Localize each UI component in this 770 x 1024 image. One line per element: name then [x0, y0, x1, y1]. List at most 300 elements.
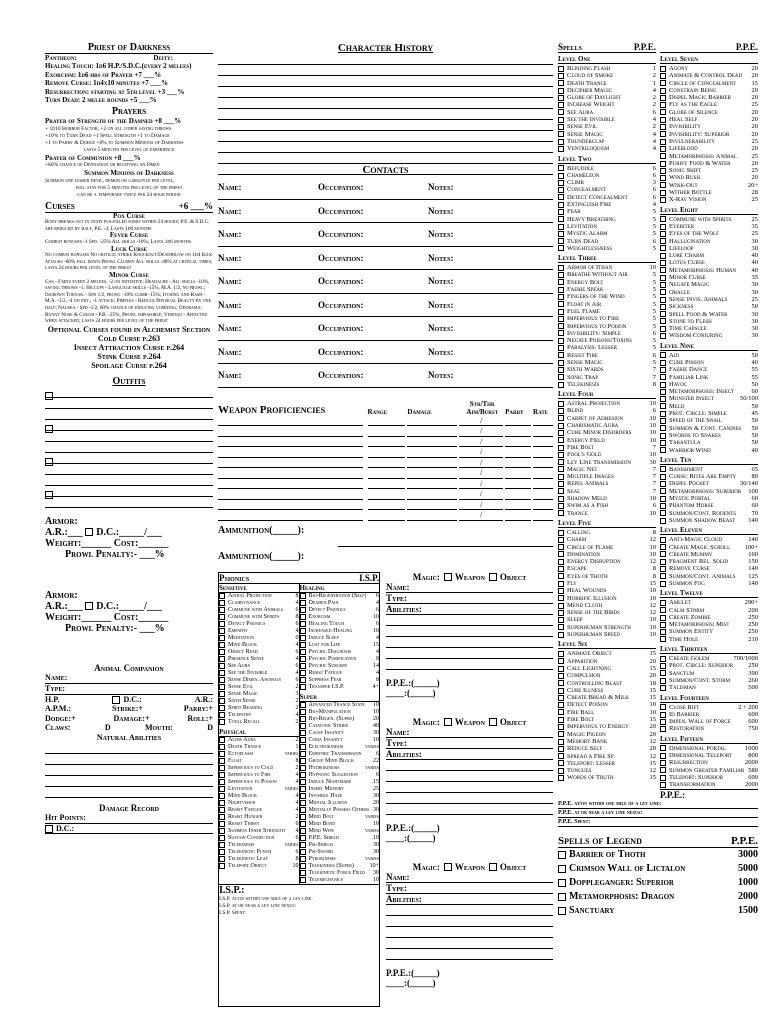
- contact-row[interactable]: [218, 270, 553, 294]
- checkbox-icon[interactable]: [558, 680, 564, 686]
- checkbox-icon[interactable]: [219, 607, 225, 613]
- psionic-power[interactable]: [300, 814, 380, 821]
- checkbox-icon[interactable]: [660, 216, 666, 222]
- spell-row[interactable]: [558, 201, 656, 208]
- checkbox-icon[interactable]: [219, 800, 225, 806]
- legend-spell[interactable]: [558, 862, 758, 876]
- outfit-line[interactable]: [45, 475, 213, 486]
- magic-name[interactable]: Name:: [386, 872, 553, 883]
- checkbox-icon[interactable]: [660, 496, 666, 502]
- legend-spell[interactable]: [558, 876, 758, 890]
- magic-line[interactable]: [386, 804, 553, 815]
- weapon-damage[interactable]: [407, 510, 457, 521]
- psionic-power[interactable]: [219, 751, 299, 758]
- checkbox-icon[interactable]: [219, 772, 225, 778]
- spell-row[interactable]: [660, 153, 758, 160]
- weapon-parry[interactable]: [505, 510, 531, 521]
- object-checkbox[interactable]: [489, 718, 497, 726]
- spell-row[interactable]: [558, 510, 656, 517]
- spell-row[interactable]: [558, 323, 656, 330]
- spell-row[interactable]: [660, 182, 758, 189]
- psionic-power[interactable]: [300, 730, 380, 737]
- checkbox-icon[interactable]: [660, 182, 666, 188]
- checkbox-icon[interactable]: [558, 658, 564, 664]
- spell-row[interactable]: [558, 709, 656, 716]
- checkbox-icon[interactable]: [558, 452, 564, 458]
- checkbox-icon[interactable]: [558, 775, 564, 781]
- checkbox-icon[interactable]: [660, 333, 666, 339]
- magic-line[interactable]: [386, 782, 553, 793]
- spell-row[interactable]: [558, 194, 656, 201]
- spell-row[interactable]: [660, 558, 758, 565]
- outfit-line[interactable]: [45, 442, 213, 453]
- weapon-parry[interactable]: [505, 447, 531, 458]
- weapon-row[interactable]: [218, 437, 553, 448]
- weapon-row[interactable]: [218, 479, 553, 490]
- checkbox-icon[interactable]: [558, 216, 564, 222]
- spell-row[interactable]: [660, 87, 758, 94]
- spell-row[interactable]: [558, 344, 656, 351]
- spell-row[interactable]: [558, 665, 656, 672]
- checkbox-icon[interactable]: [660, 161, 666, 167]
- checkbox-icon[interactable]: [660, 190, 666, 196]
- magic-name[interactable]: Name:: [386, 582, 553, 593]
- spell-row[interactable]: [660, 410, 758, 417]
- weapon-str[interactable]: /: [459, 458, 503, 469]
- psionic-power[interactable]: [300, 870, 380, 877]
- spell-row[interactable]: [660, 189, 758, 196]
- weapon-range[interactable]: [368, 489, 406, 500]
- checkbox-icon[interactable]: [219, 677, 225, 683]
- spell-row[interactable]: [558, 238, 656, 245]
- spell-row[interactable]: [660, 359, 758, 366]
- checkbox-icon[interactable]: [558, 544, 564, 550]
- spell-row[interactable]: [558, 101, 656, 108]
- spell-row[interactable]: [660, 655, 758, 662]
- checkbox-icon[interactable]: [558, 287, 564, 293]
- checkbox-icon[interactable]: [660, 745, 666, 751]
- psionic-power[interactable]: [300, 793, 380, 800]
- spell-row[interactable]: [558, 352, 656, 359]
- spell-row[interactable]: [558, 658, 656, 665]
- checkbox-icon[interactable]: [300, 772, 306, 778]
- checkbox-icon[interactable]: [660, 253, 666, 259]
- spell-row[interactable]: [660, 325, 758, 332]
- checkbox-icon[interactable]: [558, 301, 564, 307]
- checkbox-icon[interactable]: [558, 724, 564, 730]
- checkbox-icon[interactable]: [558, 603, 564, 609]
- checkbox-icon[interactable]: [660, 544, 666, 550]
- checkbox-icon[interactable]: [300, 628, 306, 634]
- weapon-range[interactable]: [368, 479, 406, 490]
- spell-row[interactable]: [660, 510, 758, 517]
- spell-row[interactable]: [660, 684, 758, 691]
- checkbox-icon[interactable]: [558, 194, 564, 200]
- spell-row[interactable]: [558, 631, 656, 638]
- spell-row[interactable]: [558, 279, 656, 286]
- weapon-name[interactable]: [218, 416, 363, 427]
- psionic-power[interactable]: [219, 593, 299, 600]
- spell-row[interactable]: [660, 174, 758, 181]
- checkbox-icon[interactable]: [558, 739, 564, 745]
- checkbox-icon[interactable]: [558, 117, 564, 123]
- spell-row[interactable]: [558, 330, 656, 337]
- checkbox-icon[interactable]: [219, 656, 225, 662]
- spell-row[interactable]: [660, 80, 758, 87]
- spell-row[interactable]: [660, 502, 758, 509]
- checkbox-icon[interactable]: [660, 488, 666, 494]
- weapon-rate[interactable]: [533, 479, 553, 490]
- checkbox-icon[interactable]: [558, 382, 564, 388]
- spell-row[interactable]: [558, 87, 656, 94]
- checkbox-icon[interactable]: [660, 719, 666, 725]
- spell-row[interactable]: [558, 672, 656, 679]
- spell-row[interactable]: [660, 432, 758, 439]
- psionic-power[interactable]: [219, 863, 299, 870]
- magic-abilities[interactable]: Abilities:: [386, 749, 553, 760]
- checkbox-icon[interactable]: [219, 779, 225, 785]
- spell-row[interactable]: [558, 308, 656, 315]
- spell-row[interactable]: [660, 94, 758, 101]
- checkbox-icon[interactable]: [558, 632, 564, 638]
- checkbox-icon[interactable]: [660, 466, 666, 472]
- checkbox-icon[interactable]: [660, 304, 666, 310]
- weapon-damage[interactable]: [407, 416, 457, 427]
- checkbox-icon[interactable]: [558, 688, 564, 694]
- checkbox-icon[interactable]: [558, 488, 564, 494]
- weapon-rate[interactable]: [533, 426, 553, 437]
- spell-row[interactable]: [558, 216, 656, 223]
- psionic-power[interactable]: [300, 635, 380, 642]
- checkbox-icon[interactable]: [300, 709, 306, 715]
- weapon-damage[interactable]: [407, 489, 457, 500]
- ability-line[interactable]: [45, 743, 213, 754]
- spell-row[interactable]: [558, 301, 656, 308]
- checkbox-icon[interactable]: [660, 73, 666, 79]
- checkbox-icon[interactable]: [660, 360, 666, 366]
- spell-row[interactable]: [558, 760, 656, 767]
- spell-row[interactable]: [660, 145, 758, 152]
- weapon-rate[interactable]: [533, 468, 553, 479]
- spell-row[interactable]: [660, 109, 758, 116]
- checkbox-icon[interactable]: [660, 282, 666, 288]
- weapon-damage[interactable]: [407, 447, 457, 458]
- checkbox-icon[interactable]: [660, 224, 666, 230]
- checkbox-icon[interactable]: [300, 821, 306, 827]
- checkbox-icon[interactable]: [558, 581, 564, 587]
- magic-line[interactable]: [386, 648, 553, 659]
- checkbox-icon[interactable]: [300, 779, 306, 785]
- psionic-power[interactable]: [219, 842, 299, 849]
- weapon-rate[interactable]: [533, 416, 553, 427]
- checkbox-icon[interactable]: [660, 95, 666, 101]
- ammo-2[interactable]: Ammunition(_____):: [218, 550, 305, 562]
- weapon-str[interactable]: /: [459, 500, 503, 511]
- magic-abilities[interactable]: Abilities:: [386, 604, 553, 615]
- spell-row[interactable]: [558, 116, 656, 123]
- checkbox-icon[interactable]: [300, 737, 306, 743]
- psionic-power[interactable]: [219, 744, 299, 751]
- checkbox-icon[interactable]: [558, 131, 564, 137]
- spell-row[interactable]: [558, 271, 656, 278]
- checkbox-icon[interactable]: [300, 593, 306, 599]
- spell-row[interactable]: [660, 495, 758, 502]
- checkbox-icon[interactable]: [558, 651, 564, 657]
- psionic-power[interactable]: [300, 737, 380, 744]
- spell-row[interactable]: [660, 774, 758, 781]
- psionic-power[interactable]: [219, 814, 299, 821]
- spell-row[interactable]: [660, 388, 758, 395]
- checkbox-icon[interactable]: [219, 821, 225, 827]
- checkbox-icon[interactable]: [219, 593, 225, 599]
- checkbox-icon[interactable]: [558, 566, 564, 572]
- spell-row[interactable]: [558, 422, 656, 429]
- psionic-power[interactable]: [300, 863, 380, 870]
- checkbox-icon[interactable]: [660, 537, 666, 543]
- spell-row[interactable]: [660, 318, 758, 325]
- spell-row[interactable]: [660, 473, 758, 480]
- outfit-line[interactable]: [45, 409, 213, 420]
- checkbox-icon[interactable]: [660, 629, 666, 635]
- checkbox-icon[interactable]: [558, 367, 564, 373]
- checkbox-icon[interactable]: [660, 318, 666, 324]
- object-checkbox[interactable]: [489, 573, 497, 581]
- checkbox-icon[interactable]: [660, 403, 666, 409]
- checkbox-icon[interactable]: [558, 893, 566, 901]
- checkbox-icon[interactable]: [558, 401, 564, 407]
- spell-row[interactable]: [558, 473, 656, 480]
- psionic-power[interactable]: [219, 779, 299, 786]
- psionic-power[interactable]: [219, 698, 299, 705]
- checkbox-icon[interactable]: [660, 311, 666, 317]
- spell-row[interactable]: [558, 573, 656, 580]
- checkbox-icon[interactable]: [300, 716, 306, 722]
- checkbox-icon[interactable]: [660, 153, 666, 159]
- weapon-row[interactable]: [218, 447, 553, 458]
- checkbox-icon[interactable]: [660, 510, 666, 516]
- spell-row[interactable]: [660, 670, 758, 677]
- spell-row[interactable]: [660, 517, 758, 524]
- checkbox-icon[interactable]: [660, 767, 666, 773]
- checkbox-icon[interactable]: [219, 670, 225, 676]
- spell-row[interactable]: [660, 677, 758, 684]
- spell-row[interactable]: [660, 303, 758, 310]
- psionic-power[interactable]: [219, 772, 299, 779]
- magic-line[interactable]: [386, 927, 553, 938]
- psionic-power[interactable]: [219, 621, 299, 628]
- checkbox-icon[interactable]: [300, 800, 306, 806]
- checkbox-icon[interactable]: [558, 88, 564, 94]
- checkbox-icon[interactable]: [558, 165, 564, 171]
- psionic-power[interactable]: [219, 835, 299, 842]
- checkbox-icon[interactable]: [660, 670, 666, 676]
- checkbox-icon[interactable]: [558, 481, 564, 487]
- checkbox-icon[interactable]: [219, 642, 225, 648]
- magic-abilities[interactable]: Abilities:: [386, 894, 553, 905]
- spell-row[interactable]: [660, 252, 758, 259]
- psionic-power[interactable]: [219, 821, 299, 828]
- outfit-line[interactable]: [45, 497, 213, 508]
- psionic-power[interactable]: [300, 663, 380, 670]
- weapon-rate[interactable]: [533, 489, 553, 500]
- spell-row[interactable]: [660, 223, 758, 230]
- checkbox-icon[interactable]: [219, 835, 225, 841]
- spell-row[interactable]: [558, 374, 656, 381]
- psionic-power[interactable]: [300, 828, 380, 835]
- checkbox-icon[interactable]: [558, 345, 564, 351]
- spell-row[interactable]: [558, 459, 656, 466]
- psionic-power[interactable]: [219, 807, 299, 814]
- checkbox-icon[interactable]: [558, 437, 564, 443]
- psionic-power[interactable]: [219, 663, 299, 670]
- psionic-power[interactable]: [300, 593, 380, 600]
- checkbox-icon[interactable]: [660, 551, 666, 557]
- weapon-damage[interactable]: [407, 500, 457, 511]
- checkbox-icon[interactable]: [300, 649, 306, 655]
- checkbox-icon[interactable]: [219, 786, 225, 792]
- contact-row[interactable]: [218, 364, 553, 388]
- spell-row[interactable]: [558, 179, 656, 186]
- checkbox-icon[interactable]: [219, 849, 225, 855]
- psionic-power[interactable]: [300, 779, 380, 786]
- spell-row[interactable]: [660, 160, 758, 167]
- weapon-name[interactable]: [218, 437, 363, 448]
- spell-row[interactable]: [660, 259, 758, 266]
- psionic-power[interactable]: [300, 765, 380, 772]
- checkbox-icon[interactable]: [558, 187, 564, 193]
- weapon-parry[interactable]: [505, 489, 531, 500]
- spell-row[interactable]: [558, 466, 656, 473]
- checkbox-icon[interactable]: [660, 581, 666, 587]
- weapon-parry[interactable]: [505, 479, 531, 490]
- psionic-power[interactable]: [219, 649, 299, 656]
- ammo-1[interactable]: Ammunition(_____):: [218, 524, 305, 536]
- magic-ppe[interactable]: P.P.E.:(_____): [386, 822, 440, 833]
- checkbox-icon[interactable]: [660, 636, 666, 642]
- checkbox-icon[interactable]: [300, 677, 306, 683]
- spell-row[interactable]: [558, 774, 656, 781]
- checkbox-icon[interactable]: [660, 775, 666, 781]
- spell-row[interactable]: [558, 595, 656, 602]
- spell-row[interactable]: [558, 315, 656, 322]
- checkbox-icon[interactable]: [558, 559, 564, 565]
- checkbox-icon[interactable]: [558, 338, 564, 344]
- spell-row[interactable]: [558, 745, 656, 752]
- spell-row[interactable]: [660, 123, 758, 130]
- spell-row[interactable]: [660, 332, 758, 339]
- psionic-power[interactable]: [300, 607, 380, 614]
- psionic-power[interactable]: [219, 656, 299, 663]
- spell-row[interactable]: [660, 745, 758, 752]
- checkbox-icon[interactable]: [660, 481, 666, 487]
- spell-row[interactable]: [558, 359, 656, 366]
- checkbox-icon[interactable]: [558, 709, 564, 715]
- checkbox-icon[interactable]: [219, 600, 225, 606]
- psionic-power[interactable]: [300, 670, 380, 677]
- spell-row[interactable]: [660, 447, 758, 454]
- spell-row[interactable]: [660, 711, 758, 718]
- weapon-row[interactable]: [218, 416, 553, 427]
- spell-row[interactable]: [558, 551, 656, 558]
- psionic-power[interactable]: [219, 607, 299, 614]
- spell-row[interactable]: [660, 662, 758, 669]
- checkbox-icon[interactable]: [300, 600, 306, 606]
- psionic-power[interactable]: [300, 621, 380, 628]
- checkbox-icon[interactable]: [660, 124, 666, 130]
- psionic-power[interactable]: [219, 737, 299, 744]
- psionic-power[interactable]: [219, 614, 299, 621]
- checkbox-icon[interactable]: [558, 66, 564, 72]
- psionic-power[interactable]: [300, 744, 380, 751]
- checkbox-icon[interactable]: [660, 573, 666, 579]
- spell-row[interactable]: [660, 752, 758, 759]
- checkbox-icon[interactable]: [219, 705, 225, 711]
- checkbox-icon[interactable]: [660, 131, 666, 137]
- history-lines[interactable]: [218, 54, 553, 164]
- checkbox-icon[interactable]: [300, 614, 306, 620]
- ability-line[interactable]: [45, 765, 213, 776]
- checkbox-icon[interactable]: [219, 635, 225, 641]
- checkbox-icon[interactable]: [558, 224, 564, 230]
- spell-row[interactable]: [558, 172, 656, 179]
- weapon-str[interactable]: /: [459, 489, 503, 500]
- psionic-power[interactable]: [219, 600, 299, 607]
- checkbox-icon[interactable]: [558, 537, 564, 543]
- checkbox-icon[interactable]: [660, 117, 666, 123]
- spell-row[interactable]: [558, 223, 656, 230]
- spell-row[interactable]: [660, 417, 758, 424]
- checkbox-icon[interactable]: [219, 814, 225, 820]
- magic-line[interactable]: [386, 637, 553, 648]
- checkbox-icon[interactable]: [558, 907, 566, 915]
- psionic-power[interactable]: [300, 716, 380, 723]
- spell-row[interactable]: [660, 466, 758, 473]
- checkbox-icon[interactable]: [558, 430, 564, 436]
- checkbox-icon[interactable]: [558, 423, 564, 429]
- psionic-power[interactable]: [219, 712, 299, 719]
- checkbox-icon[interactable]: [300, 828, 306, 834]
- checkbox-icon[interactable]: [558, 865, 566, 873]
- weapon-range[interactable]: [368, 447, 406, 458]
- outfit-line[interactable]: [45, 486, 213, 497]
- checkbox-icon[interactable]: [300, 814, 306, 820]
- outfit-line[interactable]: [45, 387, 213, 398]
- spell-row[interactable]: [558, 580, 656, 587]
- checkbox-icon[interactable]: [660, 102, 666, 108]
- checkbox-icon[interactable]: [558, 624, 564, 630]
- checkbox-icon[interactable]: [219, 758, 225, 764]
- checkbox-icon[interactable]: [660, 411, 666, 417]
- psionic-power[interactable]: [300, 821, 380, 828]
- spell-row[interactable]: [660, 614, 758, 621]
- spell-row[interactable]: [558, 701, 656, 708]
- checkbox-icon[interactable]: [300, 684, 306, 690]
- psionic-power[interactable]: [300, 684, 380, 691]
- checkbox-icon[interactable]: [660, 374, 666, 380]
- spell-row[interactable]: [660, 607, 758, 614]
- checkbox-icon[interactable]: [660, 678, 666, 684]
- weapon-rate[interactable]: [533, 500, 553, 511]
- spell-row[interactable]: [660, 238, 758, 245]
- checkbox-icon[interactable]: [300, 635, 306, 641]
- checkbox-icon[interactable]: [660, 685, 666, 691]
- spell-row[interactable]: [660, 352, 758, 359]
- weapon-damage[interactable]: [407, 426, 457, 437]
- spell-row[interactable]: [660, 636, 758, 643]
- spell-row[interactable]: [660, 425, 758, 432]
- checkbox-icon[interactable]: [300, 670, 306, 676]
- checkbox-icon[interactable]: [300, 793, 306, 799]
